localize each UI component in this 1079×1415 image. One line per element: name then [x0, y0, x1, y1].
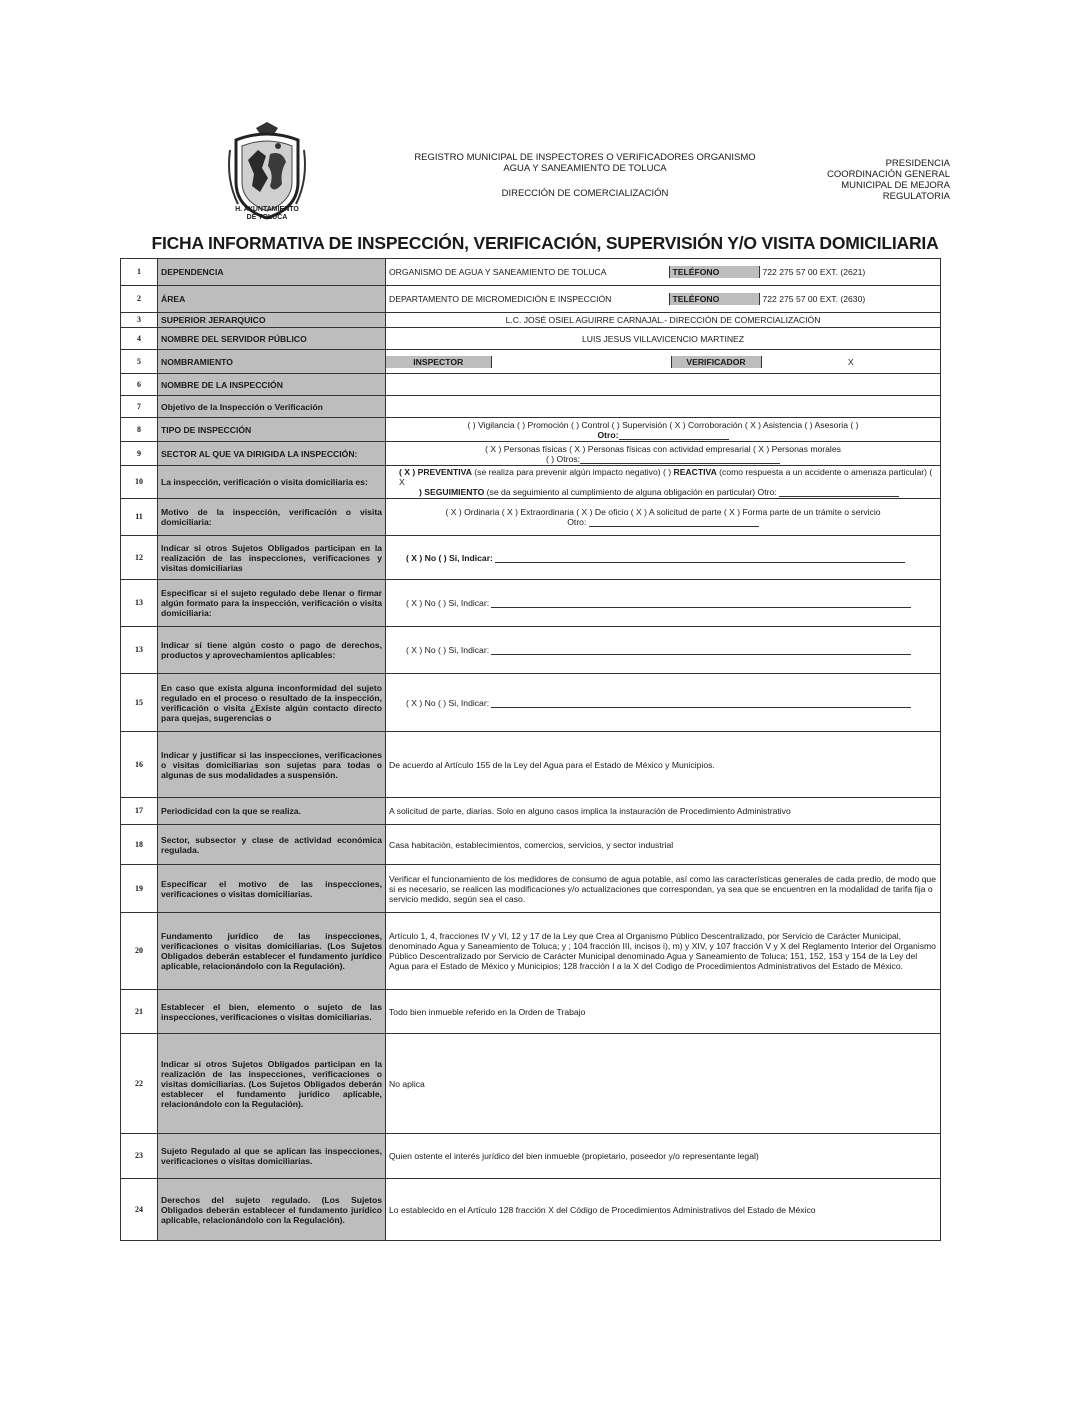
row-number: 4 — [121, 328, 158, 350]
other-label: Otro: — [597, 429, 619, 440]
suspension-value: De acuerdo al Artículo 155 de la Ley del Agua para el Estado de México y Municipios. — [386, 732, 941, 798]
verificador-mark: X — [847, 356, 854, 367]
row-number: 19 — [121, 865, 158, 913]
row-number: 24 — [121, 1179, 158, 1241]
subject-rights-value: Lo establecido en el Artículo 128 fracción X del Código de Procedimientos Administrativos del Estado de México — [386, 1179, 941, 1241]
row-number: 16 — [121, 732, 158, 798]
inspection-type-options: ( ) Vigilancia ( ) Promoción ( ) Control ( ) Supervisión ( X ) Corroboración ( X ) Asistencia ( ) Asesoria ( ) — [467, 419, 859, 430]
inspection-name-value — [386, 374, 941, 396]
other-line — [580, 454, 780, 464]
form-row-2 — [121, 286, 941, 313]
other-label: ( ) Otros: — [546, 453, 580, 464]
row-number: 13 — [121, 580, 158, 627]
form-row-12 — [121, 536, 941, 580]
area-value: DEPARTAMENTO DE MICROMEDICIÓN E INSPECCIÓN — [389, 294, 612, 304]
objective-value — [386, 396, 941, 418]
complaint-contact-value — [386, 674, 941, 732]
logo-caption — [214, 206, 320, 222]
presidency-header — [800, 158, 950, 202]
row-label: Fundamento jurídico de las inspecciones, verificaciones o visitas domiciliarias. (Los Sujetos Obligados deberán establecer el fundamento jurídico aplicable, relacionándolo con la Regulación). — [158, 913, 386, 990]
inspection-type-value — [386, 418, 941, 442]
row-label: En caso que exista alguna inconformidad del sujeto regulado en el proceso o resultado de la inspección, verificación o visita ¿Existe algún contacto directo para quejas, sugerencias o — [158, 674, 386, 732]
format-required-value — [386, 580, 941, 627]
presidency-line4: REGULATORIA — [882, 191, 950, 202]
row-number: 23 — [121, 1134, 158, 1179]
row-label: ÁREA — [158, 286, 386, 313]
row-label: Objetivo de la Inspección o Verificación — [158, 396, 386, 418]
other-subjects-options: ( X ) No ( ) Si, Indicar: — [406, 552, 493, 563]
row-number: 17 — [121, 798, 158, 825]
indicate-line — [491, 645, 911, 655]
row-label: La inspección, verificación o visita domiciliaria es: — [158, 466, 386, 499]
form-row-13b — [121, 627, 941, 674]
reactive-note: (como respuesta a un accidente o amenaza particular) ( X — [399, 467, 933, 487]
form-row-6 — [121, 374, 941, 396]
form-row-21 — [121, 990, 941, 1034]
presidency-line2: COORDINACIÓN GENERAL — [827, 169, 950, 180]
row-number: 5 — [121, 350, 158, 374]
legal-basis-value: Artículo 1, 4, fracciones IV y VI, 12 y 17 de la Ley que Crea al Organismo Público Descentralizado, por Servicio de Carácter Municipal, denominado Agua y Saneamiento de Toluca; y ; 104 fracción III, incisos i), m) y XIV, y 107 fracción V y X del Reglamento Interior del Organismo Público Descentralizado por Servicio de Carácter Municipal denominado Agua y Saneamiento de Toluca; 151, 152, 153 y 154 de la Ley del Agua para el Estado de México y Municipios; 128 fracción I a la X del Codigo de Procedimientos Administrativos del Estado de México. — [386, 913, 941, 990]
logo-caption-line1: H. AYUNTAMIENTO — [235, 206, 299, 213]
sector-activity-value: Casa habitación, establecimientos, comercios, servicios, y sector industrial — [386, 825, 941, 865]
reactive-option: REACTIVA — [673, 467, 717, 477]
complaint-contact-options: ( X ) No ( ) Si, Indicar: — [406, 697, 490, 708]
form-row-18 — [121, 825, 941, 865]
phone-value: 722 275 57 00 EXT. (2621) — [762, 267, 866, 277]
row-number: 10 — [121, 466, 158, 499]
followup-note: (se da seguimiento al cumplimiento de alguna obligación en particular) Otro: — [486, 487, 777, 497]
phone-label: TELÉFONO — [669, 266, 759, 278]
form-row-13a — [121, 580, 941, 627]
row-label: Indicar y justificar si las inspecciones, verificaciones o visitas domiciliarias son sujetas para todas o algunas de sus modalidades a suspensión. — [158, 732, 386, 798]
form-row-7 — [121, 396, 941, 418]
row-label: DEPENDENCIA — [158, 259, 386, 286]
row-number: 13 — [121, 627, 158, 674]
phone-label: TELÉFONO — [669, 293, 759, 305]
other-obligated-value: No aplica — [386, 1034, 941, 1134]
direction-name: DIRECCIÓN DE COMERCIALIZACIÓN — [501, 188, 669, 199]
row-number: 11 — [121, 499, 158, 536]
row-number: 2 — [121, 286, 158, 313]
registry-header — [395, 152, 775, 199]
registry-title-line1: REGISTRO MUNICIPAL DE INSPECTORES O VERIFICADORES ORGANISMO — [414, 152, 756, 163]
motive-options: ( X ) Ordinaria ( X ) Extraordinaria ( X ) De oficio ( X ) A solicitud de parte ( X ) Forma parte de un trámite o servicio — [445, 507, 881, 517]
logo-caption-line2: DE TOLUCA — [246, 214, 288, 221]
sector-value — [386, 442, 941, 466]
indicate-line — [491, 598, 911, 608]
inspector-mark — [491, 356, 671, 368]
form-row-10 — [121, 466, 941, 499]
followup-option: ) SEGUIMIENTO — [419, 487, 485, 497]
row-number: 7 — [121, 396, 158, 418]
form-row-3 — [121, 313, 941, 328]
form-row-4 — [121, 328, 941, 350]
verificador-label: VERIFICADOR — [671, 356, 761, 368]
row-number: 3 — [121, 313, 158, 328]
registry-title-line2: AGUA Y SANEAMIENTO DE TOLUCA — [503, 163, 667, 174]
indicate-line — [495, 553, 905, 563]
row-label: Motivo de la inspección, verificación o visita domiciliaria: — [158, 499, 386, 536]
inspected-good-value: Todo bien inmueble referido en la Orden de Trabajo — [386, 990, 941, 1034]
inspector-label: INSPECTOR — [386, 356, 491, 368]
form-row-1 — [121, 259, 941, 286]
form-row-8 — [121, 418, 941, 442]
form-row-16 — [121, 732, 941, 798]
periodicity-value: A solicitud de parte, diarias. Solo en alguno casos implica la instauración de Procedimiento Administrativo — [386, 798, 941, 825]
preventive-option: ( X ) PREVENTIVA — [399, 467, 472, 477]
row-label: Especificar el motivo de las inspecciones, verificaciones o visitas domiciliarias. — [158, 865, 386, 913]
document-title: FICHA INFORMATIVA DE INSPECCIÓN, VERIFICACIÓN, SUPERVISIÓN Y/O VISITA DOMICILIARIA — [151, 233, 939, 253]
sector-options: ( X ) Personas físicas ( X ) Personas físicas con actividad empresarial ( X ) Personas morales — [485, 443, 841, 454]
form-row-11 — [121, 499, 941, 536]
inspection-motive-value: Verificar el funcionamiento de los medidores de consumo de agua potable, así como las características generales de cada predio, de modo que si es necesario, se realicen las modificaciones y/o actualizaciones que correspondan, ya sea que se encuentren en la modalidad de tarifa fija o servicio medido, según sea el caso. — [386, 865, 941, 913]
presidency-line1: PRESIDENCIA — [885, 158, 950, 169]
inspection-form-table — [120, 258, 941, 1241]
row-number: 20 — [121, 913, 158, 990]
regulated-subject-value: Quien ostente el interés jurídico del bien inmueble (propietario, poseedor y/o representante legal) — [386, 1134, 941, 1179]
row-label: Indicar si otros Sujetos Obligados participan en la realización de las inspecciones, verificaciones y visitas domiciliarias — [158, 536, 386, 580]
form-row-15 — [121, 674, 941, 732]
form-row-19 — [121, 865, 941, 913]
row-number: 21 — [121, 990, 158, 1034]
row-label: Especificar si el sujeto regulado debe llenar o firmar algún formato para la inspección, verificación o visita domiciliaria: — [158, 580, 386, 627]
inspection-nature-value — [386, 466, 941, 499]
superior-value: L.C. JOSÉ OSIEL AGUIRRE CARNAJAL.- DIRECCIÓN DE COMERCIALIZACIÓN — [386, 313, 941, 328]
row-label: NOMBRE DEL SERVIDOR PÚBLICO — [158, 328, 386, 350]
presidency-line3: MUNICIPAL DE MEJORA — [841, 180, 950, 191]
row-label: Establecer el bien, elemento o sujeto de las inspecciones, verificaciones o visitas domiciliarias. — [158, 990, 386, 1034]
form-row-17 — [121, 798, 941, 825]
cost-value — [386, 627, 941, 674]
form-row-23 — [121, 1134, 941, 1179]
row-number: 8 — [121, 418, 158, 442]
format-required-options: ( X ) No ( ) Si, Indicar: — [406, 598, 490, 608]
other-label: Otro: — [567, 517, 587, 527]
row-label: Periodicidad con la que se realiza. — [158, 798, 386, 825]
row-label: NOMBRE DE LA INSPECCIÓN — [158, 374, 386, 396]
indicate-line — [491, 698, 911, 708]
motive-value — [386, 499, 941, 536]
form-row-20 — [121, 913, 941, 990]
row-number: 6 — [121, 374, 158, 396]
row-label: TIPO DE INSPECCIÓN — [158, 418, 386, 442]
other-line — [589, 517, 759, 527]
row-number: 22 — [121, 1034, 158, 1134]
form-row-9 — [121, 442, 941, 466]
row-label: Sujeto Regulado al que se aplican las inspecciones, verificaciones o visitas domiciliarias. — [158, 1134, 386, 1179]
other-subjects-value — [386, 536, 941, 580]
preventive-note: (se realiza para prevenir algún impacto negativo) ( ) — [474, 467, 672, 477]
row-label: Indicar sí tiene algún costo o pago de derechos, productos y aprovechamientos aplicables: — [158, 627, 386, 674]
cost-options: ( X ) No ( ) Si, Indicar: — [406, 645, 490, 655]
row-number: 18 — [121, 825, 158, 865]
form-row-24 — [121, 1179, 941, 1241]
row-label: SECTOR AL QUE VA DIRIGIDA LA INSPECCIÓN: — [158, 442, 386, 466]
row-label: Sector, subsector y clase de actividad económica regulada. — [158, 825, 386, 865]
other-line — [619, 430, 729, 440]
other-line — [779, 487, 899, 497]
form-row-22 — [121, 1034, 941, 1134]
row-number: 15 — [121, 674, 158, 732]
row-number: 12 — [121, 536, 158, 580]
dependency-value: ORGANISMO DE AGUA Y SANEAMIENTO DE TOLUCA — [389, 267, 607, 277]
row-number: 9 — [121, 442, 158, 466]
row-label: SUPERIOR JERARQUICO — [158, 313, 386, 328]
row-number: 1 — [121, 259, 158, 286]
public-servant-value: LUIS JESUS VILLAVICENCIO MARTINEZ — [386, 328, 941, 350]
form-row-5 — [121, 350, 941, 374]
phone-value: 722 275 57 00 EXT. (2630) — [762, 294, 866, 304]
row-label: Derechos del sujeto regulado. (Los Sujetos Obligados deberán establecer el fundamento jurídico aplicable, relacionándolo con la Regulación). — [158, 1179, 386, 1241]
row-label: NOMBRAMIENTO — [158, 350, 386, 374]
row-label: Indicar si otros Sujetos Obligados participan en la realización de las inspecciones, verificaciones o visitas domiciliarias. (Los Sujetos Obligados deberán establecer el fundamento jurídico aplicable, relacionándolo con la Regulación). — [158, 1034, 386, 1134]
